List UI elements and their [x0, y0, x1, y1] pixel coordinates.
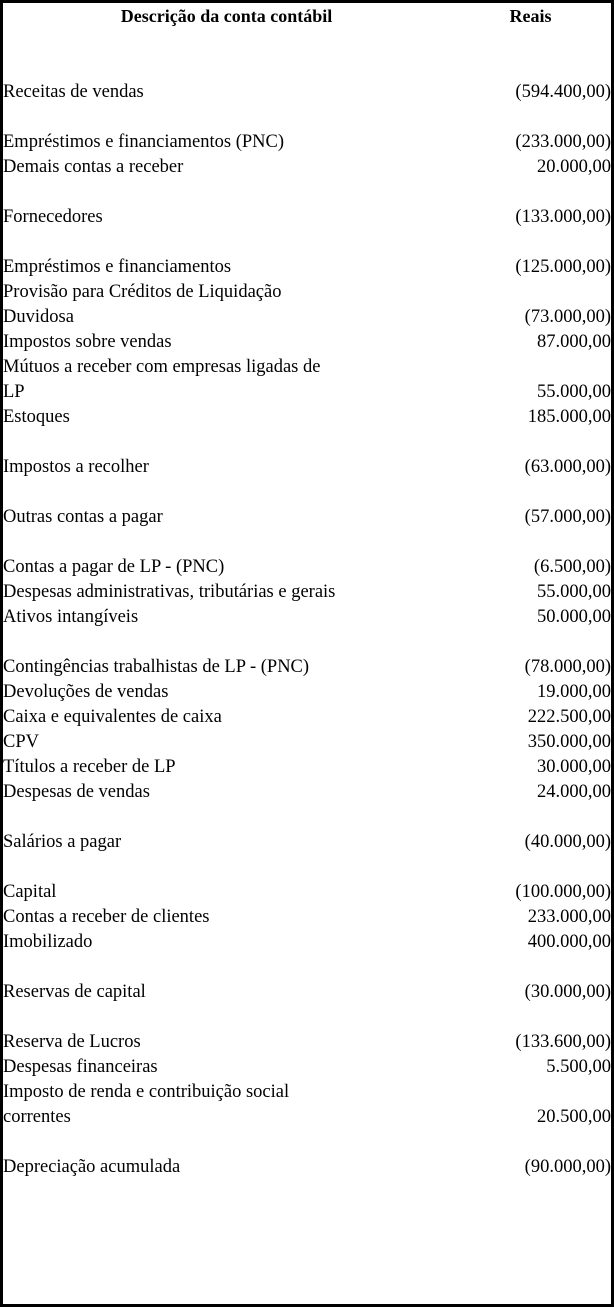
table-row — [3, 255, 611, 280]
table-row — [3, 205, 611, 230]
account-description-cell: Devoluções de vendas — [3, 682, 169, 702]
account-value-cell: 350.000,00 — [527, 732, 611, 752]
account-value-cell: (73.000,00) — [524, 307, 611, 327]
account-description-cell: Outras contas a pagar — [3, 507, 163, 527]
spacer-cell — [3, 480, 611, 505]
account-description-line: Mútuos a receber com empresas ligadas de — [3, 357, 321, 377]
account-value-cell: (40.000,00) — [524, 832, 611, 852]
table-row — [3, 155, 611, 180]
account-value-cell: (133.600,00) — [515, 1032, 611, 1052]
table-row — [3, 405, 611, 430]
account-description-cell: Fornecedores — [3, 207, 103, 227]
account-description-line: LP — [3, 382, 25, 402]
spacer-row — [3, 230, 611, 255]
account-description-cell: CPV — [3, 732, 39, 752]
spacer-row — [3, 180, 611, 205]
account-value-cell: (90.000,00) — [524, 1157, 611, 1177]
spacer-row — [3, 1130, 611, 1155]
spacer-row — [3, 805, 611, 830]
spacer-cell — [3, 630, 611, 655]
account-description-cell: Despesas administrativas, tributárias e gerais — [3, 582, 336, 602]
column-header-value: Reais — [509, 6, 552, 26]
spacer-cell — [3, 180, 611, 205]
table-row — [3, 1080, 611, 1130]
account-description-cell: Demais contas a receber — [3, 157, 184, 177]
account-value-cell: (6.500,00) — [533, 557, 611, 577]
account-description-cell: Caixa e equivalentes de caixa — [3, 707, 222, 727]
account-description-cell — [3, 355, 450, 405]
spacer-row — [3, 855, 611, 880]
account-description-cell — [3, 280, 450, 330]
table-header — [3, 3, 611, 30]
spacer-row — [3, 530, 611, 555]
table-row — [3, 730, 611, 755]
account-value-cell: (78.000,00) — [524, 657, 611, 677]
table-row — [3, 555, 611, 580]
account-description-cell: Reserva de Lucros — [3, 1032, 141, 1052]
spacer-row — [3, 30, 611, 80]
account-description-cell: Impostos a recolher — [3, 457, 149, 477]
table-row — [3, 655, 611, 680]
table-row — [3, 280, 611, 330]
account-value-cell: 55.000,00 — [537, 582, 611, 602]
table-row — [3, 355, 611, 405]
table-row — [3, 930, 611, 955]
table-row — [3, 1155, 611, 1180]
column-header-description: Descrição da conta contábil — [120, 6, 333, 26]
table-row — [3, 680, 611, 705]
account-value-cell: 19.000,00 — [537, 682, 611, 702]
header-row — [3, 3, 611, 30]
table-row — [3, 455, 611, 480]
account-value-cell: 24.000,00 — [537, 782, 611, 802]
spacer-row — [3, 480, 611, 505]
account-description-cell: Reservas de capital — [3, 982, 146, 1002]
account-value-cell: (125.000,00) — [515, 257, 611, 277]
spacer-cell — [3, 430, 611, 455]
spacer-cell — [3, 530, 611, 555]
table-row — [3, 830, 611, 855]
table-row — [3, 605, 611, 630]
table-row — [3, 80, 611, 105]
account-value-cell: (30.000,00) — [524, 982, 611, 1002]
account-value-cell: (100.000,00) — [515, 882, 611, 902]
table-row — [3, 880, 611, 905]
table-row — [3, 1055, 611, 1080]
spacer-row — [3, 955, 611, 980]
account-description-cell: Capital — [3, 882, 57, 902]
spacer-row — [3, 430, 611, 455]
account-description-cell: Títulos a receber de LP — [3, 757, 176, 777]
account-value-cell: 185.000,00 — [527, 407, 611, 427]
spacer-cell — [3, 1005, 611, 1030]
table-row — [3, 130, 611, 155]
account-description-cell: Imobilizado — [3, 932, 93, 952]
account-description-cell: Despesas financeiras — [3, 1057, 158, 1077]
account-description-cell: Contas a pagar de LP - (PNC) — [3, 557, 225, 577]
account-value-cell: 30.000,00 — [537, 757, 611, 777]
account-value-cell: 55.000,00 — [537, 382, 611, 402]
account-description-cell: Contas a receber de clientes — [3, 907, 210, 927]
table-row — [3, 755, 611, 780]
account-value-cell: 5.500,00 — [546, 1057, 611, 1077]
account-description-cell: Salários a pagar — [3, 832, 122, 852]
table-row — [3, 905, 611, 930]
account-description-cell: Contingências trabalhistas de LP - (PNC) — [3, 657, 310, 677]
account-value-cell: 222.500,00 — [527, 707, 611, 727]
account-value-cell: (63.000,00) — [524, 457, 611, 477]
account-description-cell: Estoques — [3, 407, 70, 427]
table-body — [3, 30, 611, 1180]
table-row — [3, 705, 611, 730]
spacer-cell — [3, 855, 611, 880]
spacer-row — [3, 1005, 611, 1030]
account-value-cell: 20.500,00 — [537, 1107, 611, 1127]
account-value-cell: (133.000,00) — [515, 207, 611, 227]
spacer-row — [3, 105, 611, 130]
spacer-row — [3, 630, 611, 655]
account-description-cell: Depreciação acumulada — [3, 1157, 181, 1177]
account-description-line: correntes — [3, 1107, 71, 1127]
ledger-table-element — [3, 3, 611, 1180]
table-row — [3, 1030, 611, 1055]
account-description-line: Provisão para Créditos de Liquidação — [3, 282, 282, 302]
spacer-cell — [3, 1130, 611, 1155]
table-row — [3, 780, 611, 805]
spacer-cell — [3, 955, 611, 980]
spacer-cell — [3, 805, 611, 830]
account-description-cell — [3, 1080, 450, 1130]
spacer-cell — [3, 30, 611, 80]
account-value-cell: (594.400,00) — [515, 82, 611, 102]
table-row — [3, 980, 611, 1005]
account-value-cell: 87.000,00 — [537, 332, 611, 352]
account-value-cell: 50.000,00 — [537, 607, 611, 627]
account-description-cell: Impostos sobre vendas — [3, 332, 172, 352]
account-description-cell: Ativos intangíveis — [3, 607, 139, 627]
account-description-cell: Receitas de vendas — [3, 82, 144, 102]
spacer-cell — [3, 230, 611, 255]
account-value-cell: 233.000,00 — [527, 907, 611, 927]
account-value-cell: 20.000,00 — [537, 157, 611, 177]
table-row — [3, 330, 611, 355]
account-description-cell: Empréstimos e financiamentos (PNC) — [3, 132, 285, 152]
account-value-cell: 400.000,00 — [527, 932, 611, 952]
account-description-line: Imposto de renda e contribuição social — [3, 1082, 290, 1102]
spacer-cell — [3, 105, 611, 130]
account-description-cell: Despesas de vendas — [3, 782, 150, 802]
account-value-cell: (233.000,00) — [515, 132, 611, 152]
table-row — [3, 580, 611, 605]
account-value-cell: (57.000,00) — [524, 507, 611, 527]
account-description-cell: Empréstimos e financiamentos — [3, 257, 232, 277]
table-row — [3, 505, 611, 530]
account-description-line: Duvidosa — [3, 307, 74, 327]
